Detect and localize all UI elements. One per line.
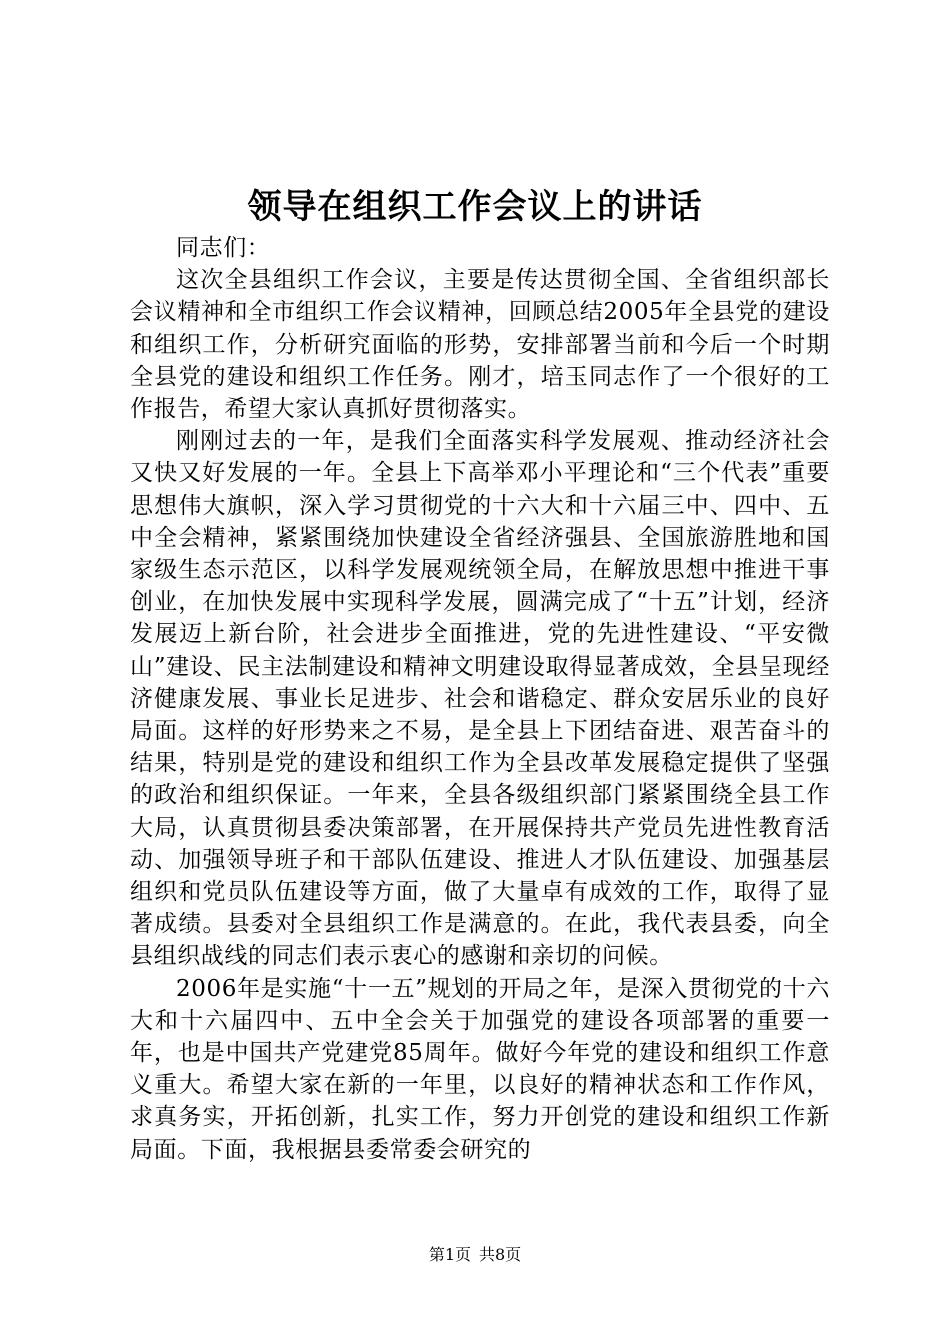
paragraph: 这次全县组织工作会议，主要是传达贯彻全国、全省组织部长会议精神和全市组织工作会议精神，回顾总结2005年全县党的建设和组织工作，分析研究面临的形势，安排部署当前和今后一个时期全县党的建设和组织工作任务。刚才，培玉同志作了一个很好的工作报告，希望大家认真抓好贯彻落实。 — [130, 267, 830, 423]
page-total: 共8页 — [479, 1245, 522, 1264]
paragraph: 2006年是实施“十一五”规划的开局之年，是深入贯彻党的十六大和十六届四中、五中全会关于加强党的建设各项部署的重要一年，也是中国共产党建党85周年。做好今年党的建设和组织工作意义重大。希望大家在新的一年里，以良好的精神状态和工作作风，求真务实，开拓创新，扎实工作，努力开创党的建设和组织工作新局面。下面，我根据县委常委会研究的 — [130, 975, 830, 1163]
paragraph: 刚刚过去的一年，是我们全面落实科学发展观、推动经济社会又快又好发展的一年。全县上下高举邓小平理论和“三个代表”重要思想伟大旗帜，深入学习贯彻党的十六大和十六届三中、四中、五中全会精神，紧紧围绕加快建设全省经济强县、全国旅游胜地和国家级生态示范区，以科学发展观统领全局，在解放思想中推进干事创业，在加快发展中实现科学发展，圆满完成了“十五”计划，经济发展迈上新台阶，社会进步全面推进，党的先进性建设、“平安微山”建设、民主法制建设和精神文明建设取得显著成效，全县呈现经济健康发展、事业长足进步、社会和谐稳定、群众安居乐业的良好局面。这样的好形势来之不易，是全县上下团结奋进、艰苦奋斗的结果，特别是党的建设和组织工作为全县改革发展稳定提供了坚强的政治和组织保证。一年来，全县各级组织部门紧紧围绕全县工作大局，认真贯彻县委决策部署，在开展保持共产党员先进性教育活动、加强领导班子和干部队伍建设、推进人才队伍建设、加强基层组织和党员队伍建设等方面，做了大量卓有成效的工作，取得了显著成绩。县委对全县组织工作是满意的。在此，我代表县委，向全县组织战线的同志们表示衷心的感谢和亲切的问候。 — [130, 428, 830, 970]
document-body — [130, 232, 830, 1166]
salutation: 同志们： — [176, 235, 271, 261]
page-number: 第1页 — [428, 1245, 471, 1264]
page-footer — [0, 1245, 950, 1265]
document-title: 领导在组织工作会议上的讲话 — [247, 187, 703, 227]
